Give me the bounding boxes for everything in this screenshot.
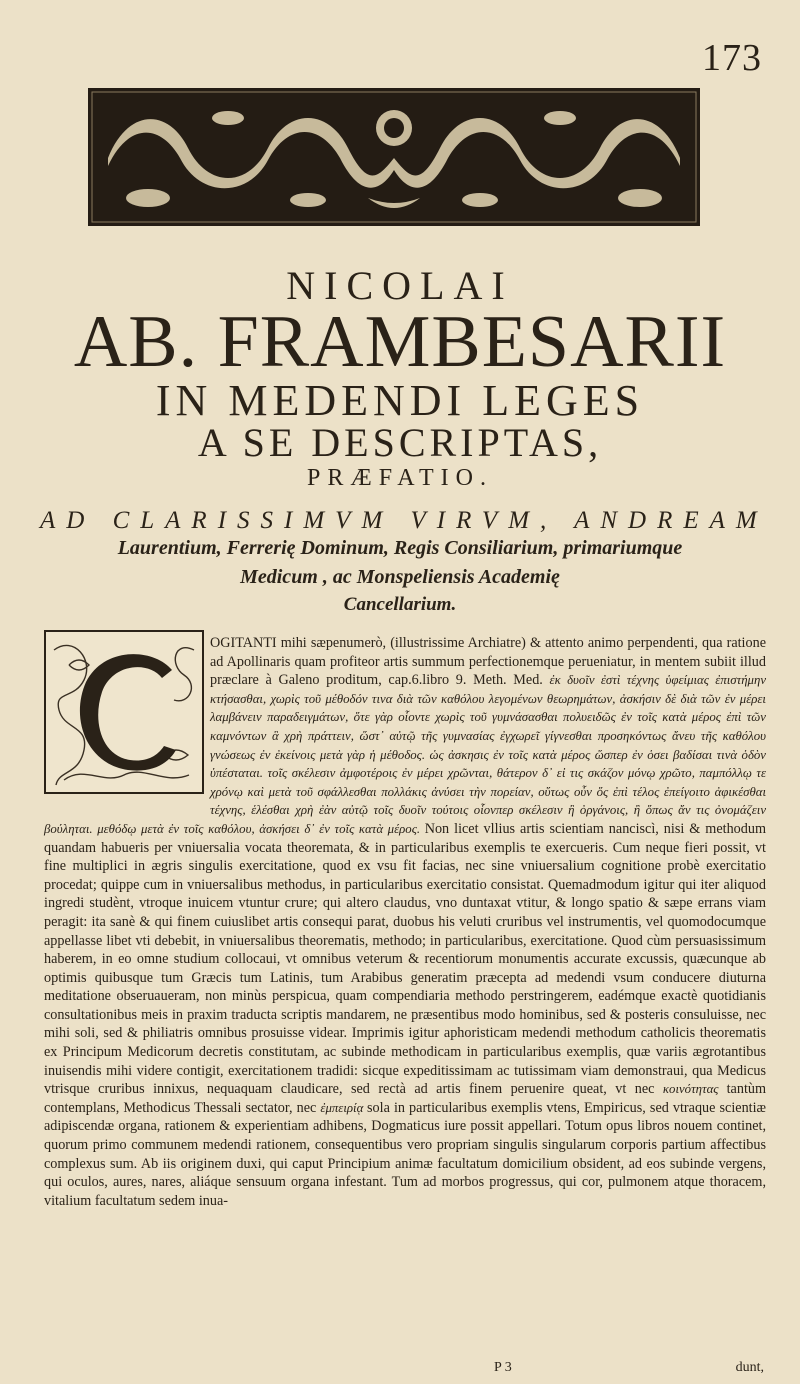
greek-term-1: κοινότητας (662, 1082, 727, 1097)
page-number: 173 (702, 37, 762, 79)
body-paragraph-opening: OGITANTI mihi sæpenumerò, (illustrissime Archiatre) & attento animo perpendenti, qua ratione ad Apollinaris quam profiteor artis summum perfectionemque perueniatur, in mentem subiit illud præclare à Galeno proditum, cap.6.libro 9. Meth. Med. (210, 635, 766, 689)
title-author-first: NICOLAI (286, 263, 514, 308)
body-paragraph-main: Non licet vllius artis scientiam nanciscì, nisi & methodum quandam habueris per vniuersalia vocata theoremata, & in particularibus exemplis te exercueris. Cum neque fieri possit, vt fine multiplici in ægris singulis exercitatione, quod ex vsu fit facias, nec sine vniuersalium cognitione probè exercitatio procedat; quippe cum in vniuersalibus methodus, in particularibus exercitatio consistat. Quemadmodum igitur qui iter aliquod ingredi studènt, vtroque inuicem vtuntur crure; qui altero claudus, vno duntaxat vtitur, & longo spatio & sæpe errans viam peragit: ita sanè & qui finem cuiuslibet artis consequi parat, duobus his veluti cruribus vel instrumentis, vel quomodocumque appellasse libet vti debebit, in vniuersalibus theorematis, methodo; in particularibus, exercitatione. Quod cùm persuasissimum haberem, in eo omne studium collocaui, vt omnibus veterum & recentiorum monumentis accurate excussis, quæcunque ab optimis quibusque tum Græcis tum Latinis, tum Arabibus generatim præcepta ad medendi vsum conducere diuturna meditatione obseruaueram, non minùs perspicua, quam compendiaria methodo perstringerem, eadémque exactè quotidianis consultationibus meis in praxim traducta scriptis mandarem, ne præsentibus modo hominibus, sed & posteris consuluisse, nec mihi soli, sed & philiatris omnibus prosuisse videar. Imprimis igitur aphoristicam medendi methodum catholicis theorematis ex Principum Medicorum decretis constitutam, ac subinde methodicam in particularibus exemplis, quæ variis ægrotantibus inuisendis mihi videre contigit, exercitationem tradidi: sicque expeditissimam ac tutissimam viam demonstraui, qua Medicus vtrisque cruribus innixus, nequaquam claudicare, sed rectà ad artis finem peruenire queat, vt nec (44, 820, 766, 1098)
dedication-line1: AD CLARISSIMVM VIRVM, ANDREAM (40, 507, 768, 534)
title-author-last: AB. FRAMBESARII (73, 301, 727, 383)
greek-term-2: ἐμπειρίᾳ (320, 1100, 368, 1115)
preface-body (44, 634, 766, 1210)
dedication-line4: Cancellarium. (343, 594, 457, 615)
greek-quotation-2: ὡς ἀσκησις ἐν τοῖς κατὰ μέρος ὥσπερ ἐν ὁσει βαδίσαι τινὰ ὁδὸν ὑπέσταται. τοῖς σκέλεσιν ἀμφοτέροις ἐν μέρει χρῶνται, θάτερον δ᾽ εἰ τις σκάζον μόνῳ χρῶτο, παμπόλλῳ τε χρόνῳ καὶ μετὰ τοῦ σφάλλεσθαι πολλάκις ἀνύσει τὴν πορείαν, οὕτως οὖν ὅς ἐπὶ τέλος ἐπείγοιτο ἀφικέσθαι τέχνης, ἑλέσθαι χρὴ ἐὰν αὐτῷ τοῖς δυοῖν τούτοις οἷονπερ σκέλεσιν ἢ ὀργάνοις, ἢ ὅπως ἄν τις ὀνομάζειν βούληται. μεθόδῳ μετὰ ἐν τοῖς καθόλου, ἀσκήσει δ᾽ ἐν τοῖς κατὰ μέρος. (44, 747, 766, 836)
ornamental-headpiece (88, 88, 700, 226)
body-paragraph-continued: tantùm contemplans, Methodicus Thessali sectator, nec (44, 1081, 767, 1116)
body-paragraph-closing: sola in particularibus exemplis vtens, Empiricus, sed vtraque scientiæ adipiscendæ organa, rationem & experientiam adhibens, Dogmaticus iure possit appellari. Totum opus libros nouem continet, quorum primo communem medendi rationem, consequentibus vero propriam singulis singularum corporis partium affectibus complexus sum. Ab iis originem duxi, qui caput Principium animæ facultatum domicilium obsident, ad eos subinde vergens, qui oculos, aures, nares, aliáque sensuum organa infestant. Tum ad morbos progressus, qui cor, pulmonem atque thoracem, vitalium facultatum sedem inua- (44, 1099, 767, 1209)
title-work-line1: IN MEDENDI LEGES (155, 376, 645, 425)
initial-spacer (44, 634, 210, 804)
greek-quotation-1: ἐκ δυοῖν ἐστὶ τέχνης ὑφείμιας ἐπιστήμην κτήσασθαι, χωρὶς τοῦ μέθοδόν τινα διὰ τῶν καθόλου λεγομένων θεωρημάτων, ἀσκήσιν δὲ διὰ τῶν ἐν μέρει λαμβάνειν παραδειγμάτων, ὅτε γὰρ οἷοντε χωρὶς τοῦ γυμνάσασθαι πολυειδῶς ἐν τοῖς κατὰ μέρος ἐπὶ τῶν καμνόντων ἃ χρὴ πράττειν, ὥστ᾽ αὐτῷ τῆς γυμνασίας ἐγχωρεῖ γίγνεσθαι προσηκόντως ἄνευ τῆς καθόλου γνώσεως ἐν ἐκείνοις μετὰ γὰρ ἡ μέθοδος. (210, 673, 766, 762)
dedication-line2: Laurentium, Ferrerię Dominum, Regis Consiliarium, primariumque (117, 537, 683, 559)
section-heading: PRÆFATIO. (307, 465, 493, 491)
signature-mark: P 3 (494, 1360, 512, 1375)
title-work-line2: A SE DESCRIPTAS, (197, 420, 603, 465)
catchword: dunt, (735, 1360, 764, 1375)
dedication-line3: Medicum , ac Monspeliensis Academię (240, 566, 560, 588)
